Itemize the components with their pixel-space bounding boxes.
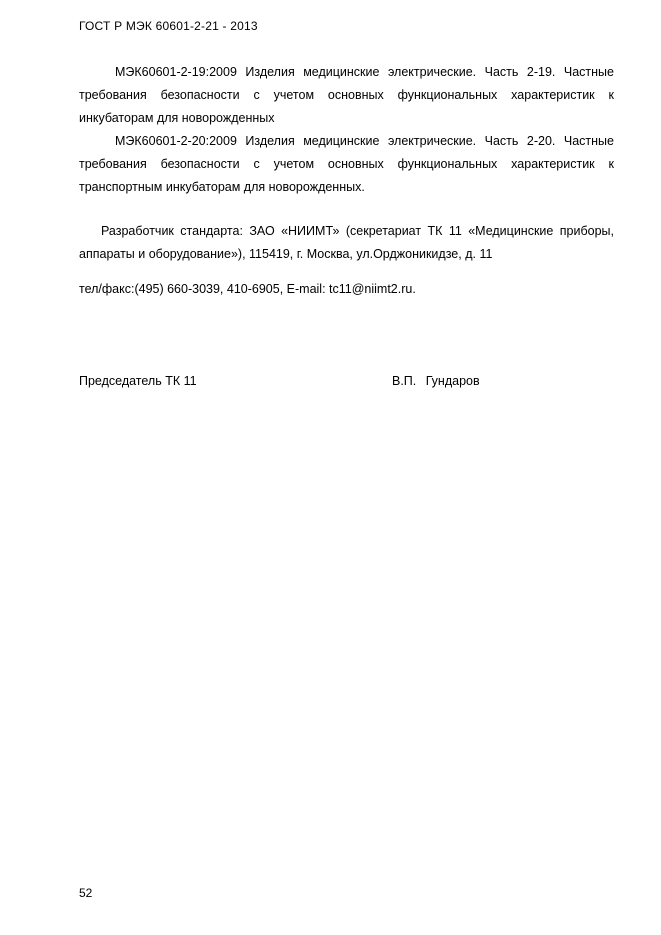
reference-iec-60601-2-20: МЭК60601-2-20:2009 Изделия медицинские электрические. Часть 2-20. Частные требования безопасности с учетом основных функциональных характеристик к транспортным инкубаторам для новорожденных. [79, 134, 614, 194]
references-section [79, 61, 614, 199]
document-header: ГОСТ Р МЭК 60601-2-21 - 2013 [79, 19, 258, 33]
signature-block [79, 374, 614, 394]
page-number: 52 [79, 886, 93, 900]
developer-paragraph: Разработчик стандарта: ЗАО «НИИМТ» (секретариат ТК 11 «Медицинские приборы, аппараты и оборудование»), 115419, г. Москва, ул.Орджоникидзе, д. 11 [79, 224, 614, 261]
developer-section [79, 220, 614, 266]
contacts-line: тел/факс:(495) 660-3039, 410-6905, E-mail: tc11@niimt2.ru. [79, 282, 416, 296]
reference-iec-60601-2-19: МЭК60601-2-19:2009 Изделия медицинские электрические. Часть 2-19. Частные требования безопасности с учетом основных функциональных характеристик к инкубаторам для новорожденных [79, 65, 614, 125]
signatory-name: В.П. Гундаров [392, 374, 480, 388]
signatory-role: Председатель ТК 11 [79, 374, 197, 388]
